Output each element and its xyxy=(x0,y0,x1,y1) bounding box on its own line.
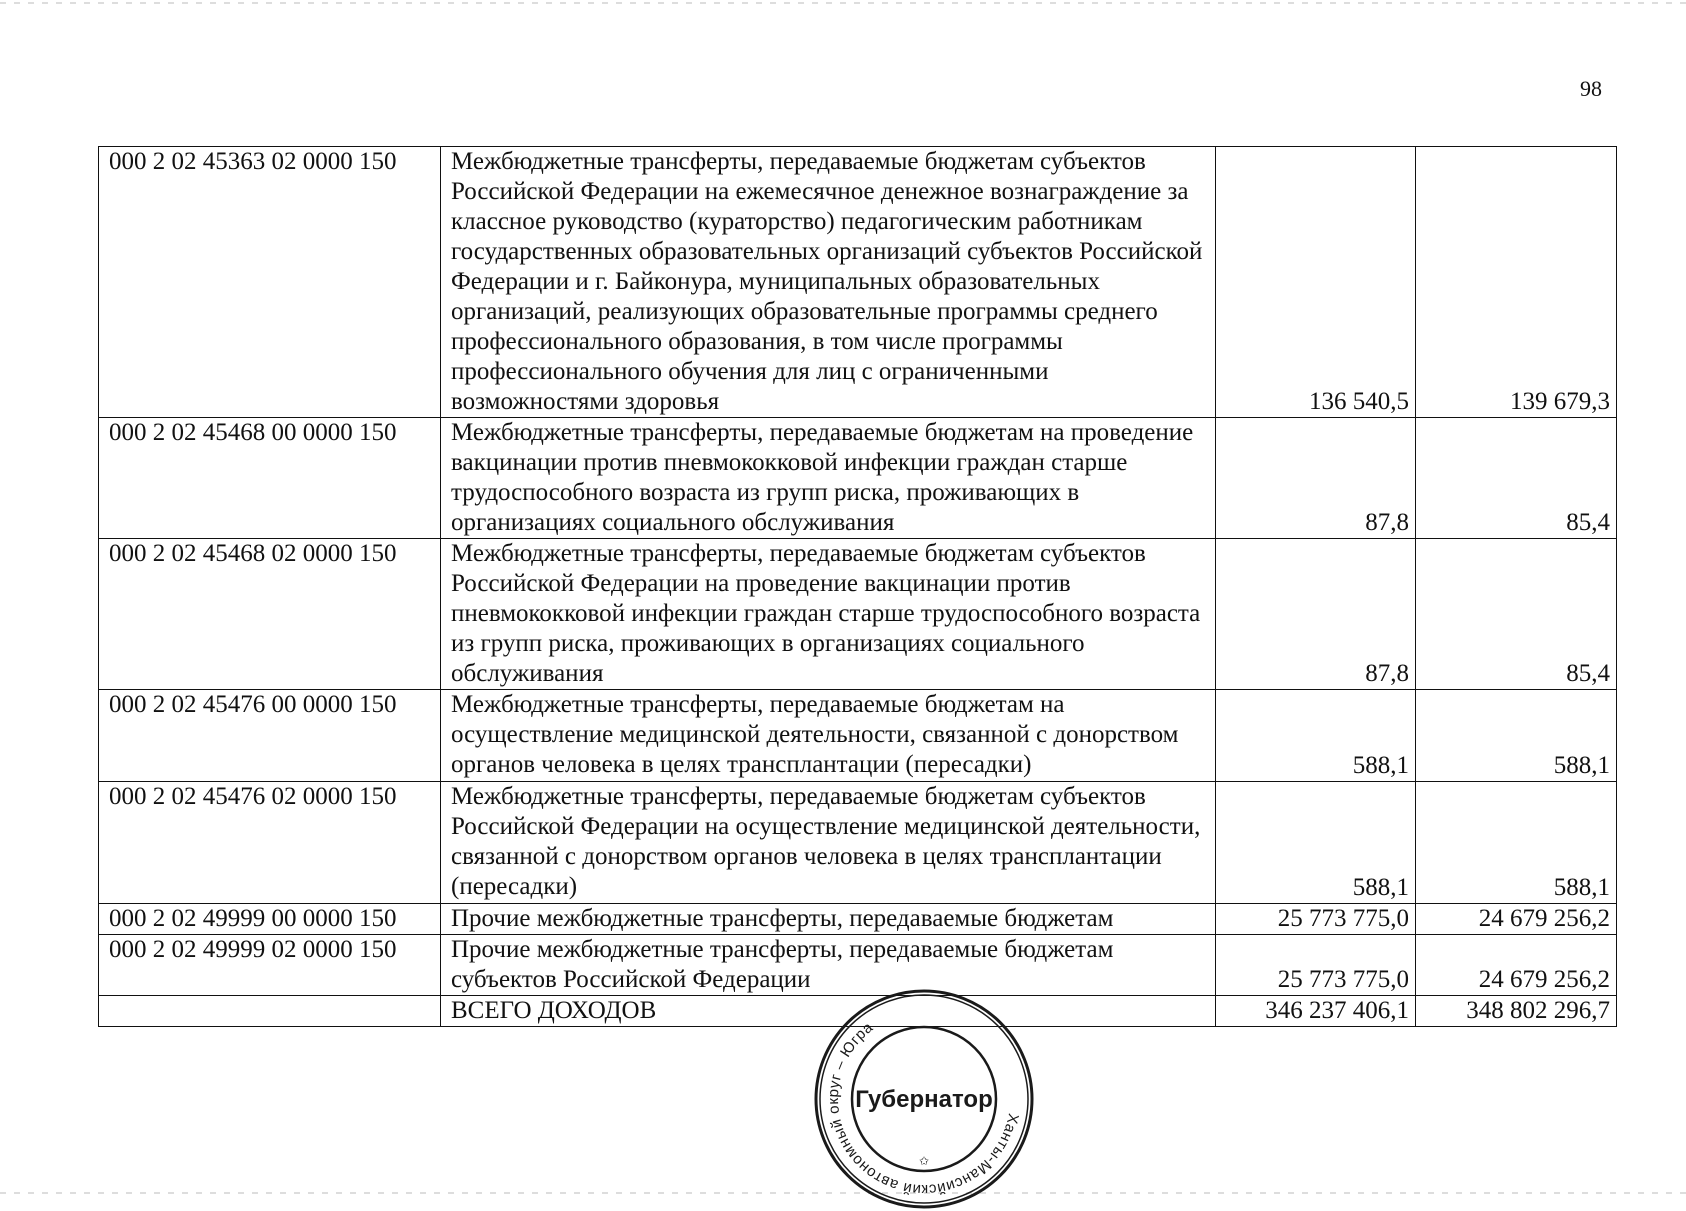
value-2: 85,4 xyxy=(1416,539,1617,690)
stamp-ring-text: Ханты-Мансийский автономный округ – Югра xyxy=(824,1018,1022,1199)
value-1: 136 540,5 xyxy=(1216,147,1416,418)
description: Прочие межбюджетные трансферты, передаваемые бюджетам xyxy=(441,904,1216,935)
page-number: 98 xyxy=(1580,76,1602,101)
value-2: 85,4 xyxy=(1416,418,1617,539)
table-row xyxy=(99,690,1617,782)
description: Межбюджетные трансферты, передаваемые бюджетам субъектов Российской Федерации на проведение вакцинации против пневмококковой инфекции граждан старше трудоспособного возраста из групп риска, проживающих в организациях социального обслуживания xyxy=(441,539,1216,690)
star-icon: ✩ xyxy=(918,1154,930,1168)
description: Прочие межбюджетные трансферты, передаваемые бюджетам субъектов Российской Федерации xyxy=(441,935,1216,996)
budget-code: 000 2 02 49999 00 0000 150 xyxy=(99,904,441,935)
description: Межбюджетные трансферты, передаваемые бюджетам на осуществление медицинской деятельности, связанной с донорством органов человека в целях трансплантации (пересадки) xyxy=(441,690,1216,782)
value-1: 588,1 xyxy=(1216,690,1416,782)
empty-code-cell xyxy=(99,996,441,1027)
budget-code: 000 2 02 45476 00 0000 150 xyxy=(99,690,441,782)
value-1: 25 773 775,0 xyxy=(1216,904,1416,935)
table-row xyxy=(99,418,1617,539)
budget-table xyxy=(98,146,1617,1027)
value-1: 588,1 xyxy=(1216,782,1416,904)
value-1: 25 773 775,0 xyxy=(1216,935,1416,996)
budget-code: 000 2 02 49999 02 0000 150 xyxy=(99,935,441,996)
budget-code: 000 2 02 45476 02 0000 150 xyxy=(99,782,441,904)
table-row xyxy=(99,904,1617,935)
budget-code: 000 2 02 45363 02 0000 150 xyxy=(99,147,441,418)
value-1: 87,8 xyxy=(1216,539,1416,690)
scan-artifact-top xyxy=(0,2,1686,4)
value-2: 24 679 256,2 xyxy=(1416,935,1617,996)
stamp-center-text: Губернатор xyxy=(855,1086,993,1113)
table-row xyxy=(99,147,1617,418)
governor-stamp xyxy=(812,987,1036,1211)
budget-code: 000 2 02 45468 02 0000 150 xyxy=(99,539,441,690)
total-label: ВСЕГО ДОХОДОВ xyxy=(441,996,1216,1027)
table-row xyxy=(99,782,1617,904)
total-value-1: 346 237 406,1 xyxy=(1216,996,1416,1027)
description: Межбюджетные трансферты, передаваемые бюджетам на проведение вакцинации против пневмококковой инфекции граждан старше трудоспособного возраста из групп риска, проживающих в организациях социального обслуживания xyxy=(441,418,1216,539)
value-1: 87,8 xyxy=(1216,418,1416,539)
value-2: 139 679,3 xyxy=(1416,147,1617,418)
table-row xyxy=(99,539,1617,690)
value-2: 588,1 xyxy=(1416,690,1617,782)
total-value-2: 348 802 296,7 xyxy=(1416,996,1617,1027)
description: Межбюджетные трансферты, передаваемые бюджетам субъектов Российской Федерации на ежемесячное денежное вознаграждение за классное руководство (кураторство) педагогическим работникам государственных образовательных организаций субъектов Российской Федерации и г. Байконура, муниципальных образовательных организаций, реализующих образовательные программы среднего профессионального образования, в том числе программы профессионального обучения для лиц с ограниченными возможностями здоровья xyxy=(441,147,1216,418)
description: Межбюджетные трансферты, передаваемые бюджетам субъектов Российской Федерации на осуществление медицинской деятельности, связанной с донорством органов человека в целях трансплантации (пересадки) xyxy=(441,782,1216,904)
budget-code: 000 2 02 45468 00 0000 150 xyxy=(99,418,441,539)
value-2: 588,1 xyxy=(1416,782,1617,904)
value-2: 24 679 256,2 xyxy=(1416,904,1617,935)
